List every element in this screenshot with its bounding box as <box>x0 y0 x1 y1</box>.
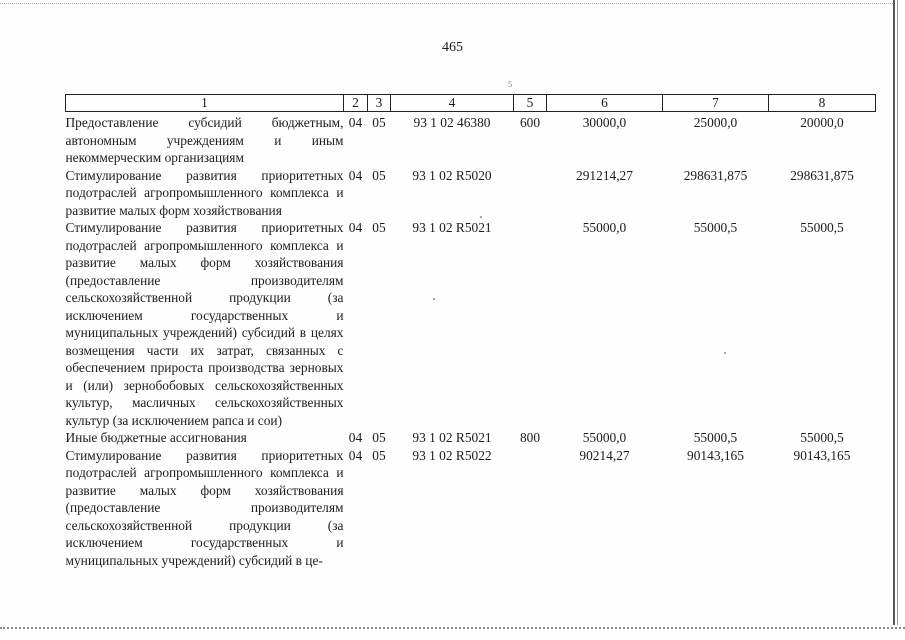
scan-edge-bottom <box>0 627 905 629</box>
stray-mark: 5 <box>508 80 512 89</box>
row-section: 04 <box>348 430 363 445</box>
row-expense-type <box>514 167 547 220</box>
row-description: Стимулирование развития приоритетных подотраслей агропромышленного комплекса и развитие малых форм хозяйствования (предоставление производителям сельскохозяйственной продукции (за исключением государственных и муниципальных учреждений) субсидий в целях возмещения части их затрат, связанных с обеспечением прироста производства зерновых и (или) зернобобовых сельскохозяйственных культур, масличных сельскохозяйственных культур (за исключением рапса и сои) <box>65 220 344 428</box>
scan-edge-top <box>0 3 893 4</box>
row-target-code: 93 1 02 R5020 <box>412 167 492 183</box>
row-value-8: 55000,5 <box>800 220 844 235</box>
column-header: 2 <box>344 95 368 112</box>
row-value-6: 55000,0 <box>582 430 627 445</box>
row-value-8: 55000,5 <box>800 430 844 445</box>
column-header: 3 <box>368 95 391 112</box>
column-header: 4 <box>391 95 514 112</box>
scan-edge-right-thin <box>897 0 898 625</box>
table-row <box>66 114 876 167</box>
header-row <box>66 95 876 112</box>
row-description: Предоставление субсидий бюджетным, автономным учреждениям и иным некоммерческим организациям <box>65 115 344 165</box>
column-header: 1 <box>66 95 344 112</box>
row-subsection: 05 <box>372 167 386 183</box>
row-value-7: 55000,5 <box>693 220 738 235</box>
row-section: 04 <box>348 115 363 130</box>
column-header: 5 <box>514 95 547 112</box>
row-subsection: 05 <box>372 447 386 463</box>
row-target-code: 93 1 02 R5021 <box>412 220 492 235</box>
row-expense-type: 800 <box>519 430 541 445</box>
row-value-7: 55000,5 <box>693 430 738 445</box>
row-value-6: 291214,27 <box>576 167 633 183</box>
row-section: 04 <box>348 447 363 463</box>
row-description: Иные бюджетные ассигнования <box>65 430 247 445</box>
row-section: 04 <box>348 167 363 183</box>
row-section: 04 <box>348 220 363 235</box>
row-value-6: 90214,27 <box>579 447 630 463</box>
row-target-code: 93 1 02 R5022 <box>412 447 492 463</box>
table-row <box>66 219 876 429</box>
budget-table <box>65 94 876 569</box>
row-value-6: 55000,0 <box>582 220 627 235</box>
row-subsection: 05 <box>372 430 386 445</box>
row-target-code: 93 1 02 46380 <box>413 115 491 130</box>
column-header: 6 <box>547 95 663 112</box>
row-expense-type: 600 <box>519 115 541 130</box>
table-row <box>66 429 876 447</box>
row-subsection: 05 <box>372 220 386 235</box>
row-value-8: 20000,0 <box>800 115 844 130</box>
scan-edge-right <box>893 0 895 625</box>
row-expense-type <box>514 447 547 570</box>
row-value-7: 298631,875 <box>683 167 748 183</box>
page-number: 465 <box>442 40 463 55</box>
row-subsection: 05 <box>372 115 386 130</box>
row-value-8: 90143,165 <box>793 447 851 463</box>
row-description: Стимулирование развития приоритетных подотраслей агропромышленного комплекса и развитие малых форм хозяйствования <box>65 167 344 218</box>
column-header: 8 <box>769 95 876 112</box>
row-value-7: 25000,0 <box>693 115 738 130</box>
column-header: 7 <box>663 95 769 112</box>
row-target-code: 93 1 02 R5021 <box>412 430 492 445</box>
row-description: Стимулирование развития приоритетных подотраслей агропромышленного комплекса и развитие малых форм хозяйствования (предоставление производителям сельскохозяйственной продукции (за исключением государственных и муниципальных учреждений) субсидий в це- <box>65 447 344 568</box>
table-row <box>66 447 876 570</box>
row-value-6: 30000,0 <box>582 115 627 130</box>
table-row <box>66 167 876 220</box>
row-expense-type <box>514 219 547 429</box>
row-value-8: 298631,875 <box>790 167 854 183</box>
row-value-7: 90143,165 <box>687 447 744 463</box>
